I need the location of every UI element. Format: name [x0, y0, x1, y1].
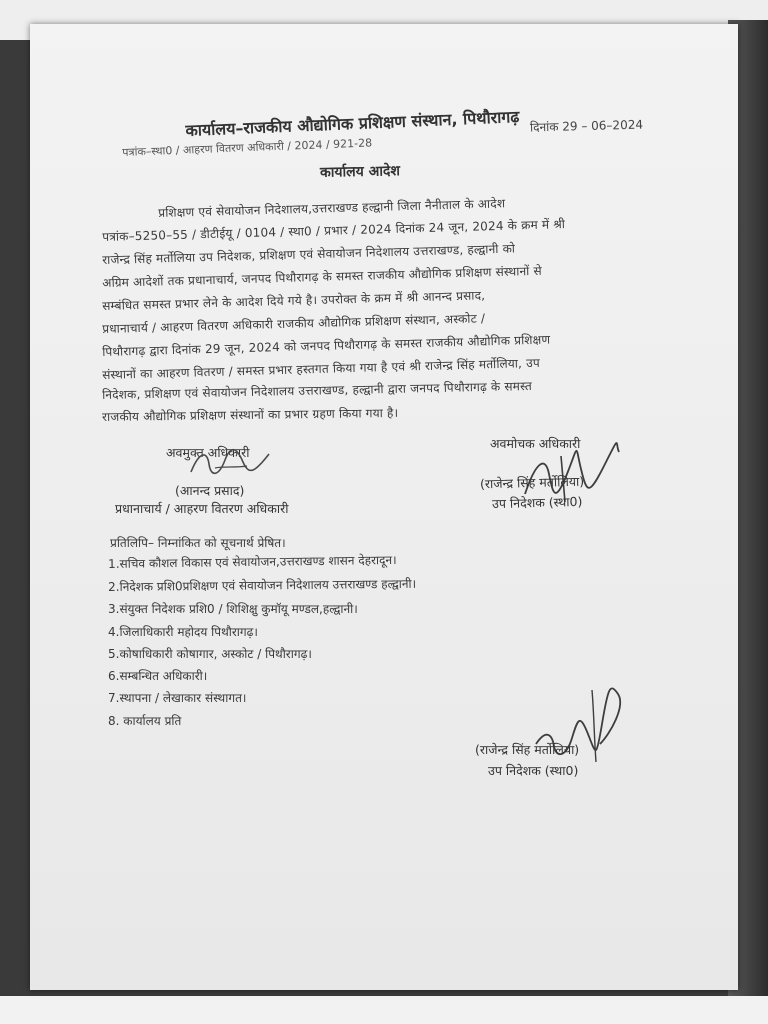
reference-number: पत्रांक–स्था0 / आहरण वितरण अधिकारी / 2024 / 921-28: [122, 136, 373, 159]
body-line: पत्रांक–5250–55 / डीटीईयू / 0104 / स्था0 / प्रभार / 2024 दिनांक 24 जून, 2024 के क्रम में श्री: [102, 217, 566, 244]
relieved-officer-designation: प्रधानाचार्य / आहरण वितरण अधिकारी: [115, 501, 289, 516]
body-line: राजकीय औद्योगिक प्रशिक्षण संस्थानों का प्रभार ग्रहण किया गया है।: [102, 405, 399, 424]
body-line: संस्थानों का आहरण वितरण / समस्त प्रभार हस्तगत किया गया है एवं श्री राजेन्द्र सिंह मर्तोलिया, उप: [102, 355, 541, 382]
relieved-officer-signature: [185, 442, 275, 482]
copy-to-item: 5.कोषाधिकारी कोषागार, अस्कोट / पिथौरागढ़।: [108, 647, 312, 661]
copy-to-item: 7.स्थापना / लेखाकार संस्थागत।: [108, 691, 247, 705]
relieving-officer-name: (राजेन्द्र सिंह मर्तोलिया): [479, 473, 585, 492]
office-heading: कार्यालय–राजकीय औद्योगिक प्रशिक्षण संस्थान, पिथौरागढ़: [185, 107, 520, 140]
final-signatory-designation: उप निदेशक (स्था0): [488, 763, 579, 778]
document-page: [30, 24, 738, 990]
body-line: सम्बंधित समस्त प्रभार लेने के आदेश दिये गये है। उपरोक्त के क्रम में श्री आनन्द प्रसाद,: [102, 288, 486, 313]
copy-to-item: 6.सम्बन्धित अधिकारी।: [108, 669, 208, 683]
final-signatory-name: (राजेन्द्र सिंह मर्तोलिया): [475, 742, 580, 757]
body-line: प्रशिक्षण एवं सेवायोजन निदेशालय,उत्तराखण्ड हल्द्वानी जिला नैनीताल के आदेश: [158, 196, 506, 220]
body-line: निदेशक, प्रशिक्षण एवं सेवायोजन निदेशालय उत्तराखण्ड, हल्द्वानी द्वारा जनपद पिथौरागढ़ के समस्त: [102, 378, 533, 402]
copy-to-item: 3.संयुक्त निदेशक प्रशि0 / शिशिक्षु कुमॉयू मण्डल,हल्द्वानी।: [108, 602, 358, 616]
background-bottom: [0, 996, 768, 1024]
body-line: पिथौरागढ़ द्वारा दिनांक 29 जून, 2024 को जनपद पिथौरागढ़ के समस्त राजकीय औद्योगिक प्रशिक्षण: [102, 332, 551, 359]
relieving-officer-label: अवमोचक अधिकारी: [490, 436, 581, 451]
body-line: राजेन्द्र सिंह मर्तोलिया उप निदेशक, प्रशिक्षण एवं सेवायोजन निदेशालय उत्तराखण्ड, हल्द्वानी को: [102, 241, 516, 267]
copy-to-item: 8. कार्यालय प्रति: [108, 714, 182, 728]
copy-to-item: 1.सचिव कौशल विकास एवं सेवायोजन,उत्तराखण्ड शासन देहरादून।: [108, 552, 397, 571]
order-title: कार्यालय आदेश: [319, 163, 401, 181]
order-date: दिनांक 29 – 06–2024: [529, 117, 644, 135]
copy-to-heading: प्रतिलिपि– निम्नांकित को सूचनार्थ प्रेषित।: [110, 536, 286, 550]
copy-to-item: 4.जिलाधिकारी महोदय पिथौरागढ़।: [108, 625, 258, 639]
body-line: अग्रिम आदेशों तक प्रधानाचार्य, जनपद पिथौरागढ़ के समस्त राजकीय औद्योगिक प्रशिक्षण संस्थानों से: [102, 263, 543, 290]
relieving-officer-designation: उप निदेशक (स्था0): [491, 493, 583, 512]
copy-to-item: 2.निदेशक प्रशि0प्रशिक्षण एवं सेवायोजन निदेशालय उत्तराखण्ड हल्द्वानी।: [108, 576, 417, 594]
relieved-officer-name: (आनन्द प्रसाद): [175, 483, 245, 498]
relieved-officer-label: अवमुक्त अधिकारी: [166, 445, 250, 460]
final-signature: [530, 674, 640, 774]
body-line: प्रधानाचार्य / आहरण वितरण अधिकारी राजकीय औद्योगिक प्रशिक्षण संस्थान, अस्कोट /: [102, 311, 486, 336]
